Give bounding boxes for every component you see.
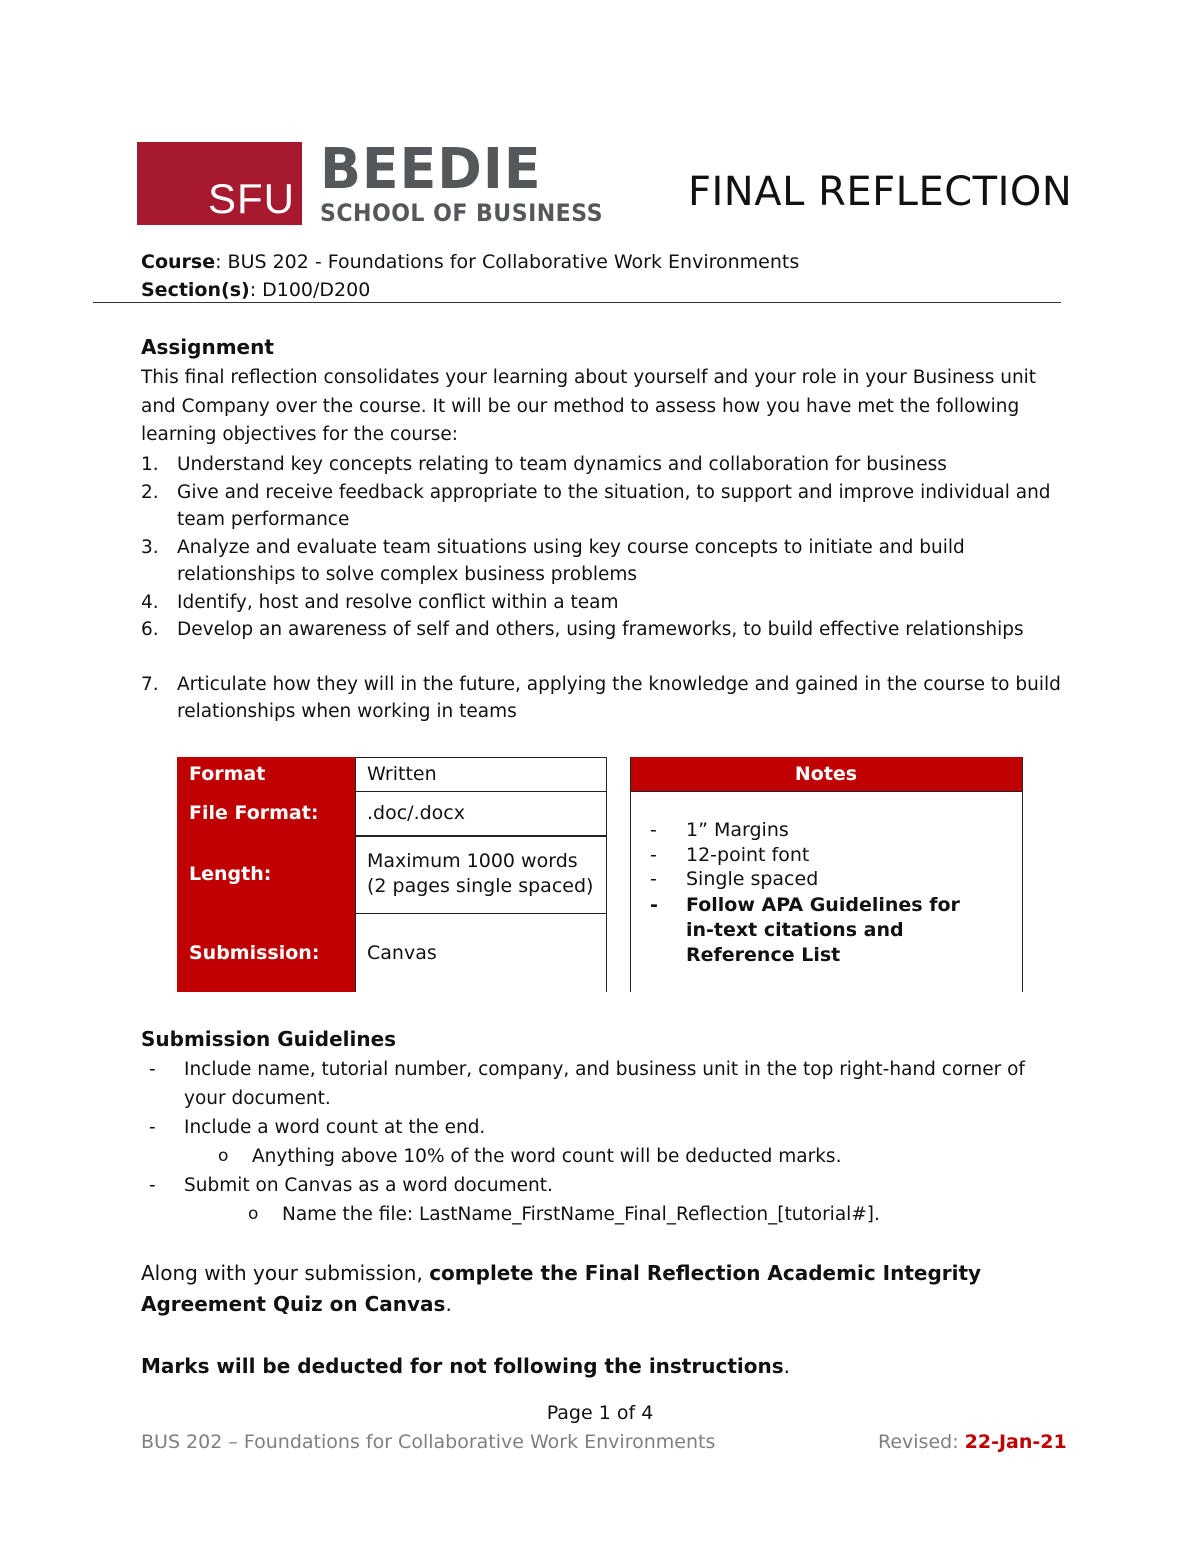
objective-text: Understand key concepts relating to team dynamics and collaboration for business — [177, 454, 947, 475]
revised-date: 22-Jan-21 — [964, 1431, 1067, 1453]
marks-warning-bold: Marks will be deducted for not following the instructions — [141, 1354, 784, 1378]
objective-number: 6. — [141, 619, 159, 640]
guideline-text: Submit on Canvas as a word document. — [184, 1175, 553, 1196]
guideline-marker: - — [149, 1175, 156, 1196]
section-value: : D100/D200 — [249, 279, 371, 301]
table-label-cell: Length: — [177, 835, 355, 913]
course-line — [141, 248, 799, 276]
integrity-quiz-note — [141, 1258, 1041, 1320]
guideline-text: Include name, tutorial number, company, and business unit in the top right-hand corner of your document. — [184, 1059, 1025, 1109]
page-number: Page 1 of 4 — [546, 1402, 654, 1424]
marks-warning-suffix: . — [783, 1354, 790, 1378]
marks-warning — [141, 1351, 790, 1381]
course-label: Course — [141, 251, 216, 273]
assignment-heading: Assignment — [141, 335, 274, 359]
guideline-text: Anything above 10% of the word count will be deducted marks. — [252, 1146, 842, 1167]
header-divider — [93, 302, 1061, 303]
note-dash: - — [650, 844, 657, 866]
submission-guidelines-heading: Submission Guidelines — [141, 1027, 397, 1051]
guideline-marker: - — [149, 1117, 156, 1138]
table-border — [630, 757, 631, 992]
objective-text: Develop an awareness of self and others, using frameworks, to build effective relationships — [177, 619, 1024, 640]
guideline-text: Include a word count at the end. — [184, 1117, 486, 1138]
guideline-marker: - — [149, 1059, 156, 1080]
guideline-marker: o — [248, 1204, 259, 1224]
footer-course: BUS 202 – Foundations for Collaborative Work Environments — [141, 1431, 716, 1453]
section-line — [141, 276, 370, 304]
objective-number: 2. — [141, 482, 159, 503]
school-of-business-logo-text: SCHOOL OF BUSINESS — [320, 199, 603, 227]
table-value-cell: Maximum 1000 words (2 pages single spaced) — [355, 835, 606, 913]
objective-number: 1. — [141, 454, 159, 475]
table-border — [355, 913, 606, 914]
table-value-cell: .doc/.docx — [355, 791, 606, 835]
objective-number: 4. — [141, 592, 159, 613]
guideline-marker: o — [218, 1146, 229, 1166]
objective-number: 7. — [141, 674, 159, 695]
beedie-logo-text: BEEDIE — [320, 137, 542, 202]
objective-text: Identify, host and resolve conflict within a team — [177, 592, 619, 613]
footer-revised — [878, 1428, 1067, 1456]
table-border — [355, 757, 356, 992]
table-value-cell: Written — [355, 757, 606, 791]
table-value-cell: Canvas — [355, 913, 606, 992]
objective-text: Analyze and evaluate team situations using key course concepts to initiate and build relationships to solve complex business problems — [177, 537, 965, 585]
note-text: Follow APA Guidelines for in-text citations and Reference List — [686, 894, 960, 966]
table-border — [1022, 757, 1023, 992]
table-border — [355, 835, 606, 837]
note-dash: - — [650, 819, 657, 841]
table-label-cell: File Format: — [177, 791, 355, 835]
table-border — [606, 757, 607, 992]
objective-number: 3. — [141, 537, 159, 558]
document-title: FINAL REFLECTION — [688, 169, 1073, 215]
integrity-note-bold: complete the Final Reflection Academic Integrity Agreement Quiz on Canvas — [141, 1261, 982, 1316]
table-border — [355, 757, 606, 758]
table-label-cell: Submission: — [177, 913, 355, 992]
table-label-cell: Format — [177, 757, 355, 791]
note-dash: - — [650, 894, 658, 916]
section-label: Section(s) — [141, 279, 250, 301]
table-border — [355, 791, 606, 792]
note-text: 1” Margins — [686, 819, 789, 841]
guideline-text: Name the file: LastName_FirstName_Final_Reflection_[tutorial#]. — [282, 1204, 880, 1225]
integrity-note-prefix: Along with your submission, — [141, 1261, 430, 1285]
course-value: : BUS 202 - Foundations for Collaborative Work Environments — [215, 251, 800, 273]
objective-text: Articulate how they will in the future, applying the knowledge and gained in the course to build relationships when working in teams — [177, 674, 1061, 722]
sfu-logo-text: SFU — [208, 175, 295, 222]
integrity-note-suffix: . — [445, 1292, 452, 1316]
note-dash: - — [650, 868, 657, 890]
objective-text: Give and receive feedback appropriate to the situation, to support and improve individual and team performance — [177, 482, 1051, 530]
assignment-intro: This final reflection consolidates your learning about yourself and your role in your Business unit and Company over the course. It will be our method to assess how you have met the following learning objectives for the course: — [141, 367, 1037, 445]
notes-header: Notes — [630, 757, 1022, 791]
note-text: Single spaced — [686, 868, 819, 890]
note-text: 12-point font — [686, 844, 810, 866]
revised-label: Revised: — [878, 1431, 965, 1453]
table-border — [630, 791, 1022, 792]
